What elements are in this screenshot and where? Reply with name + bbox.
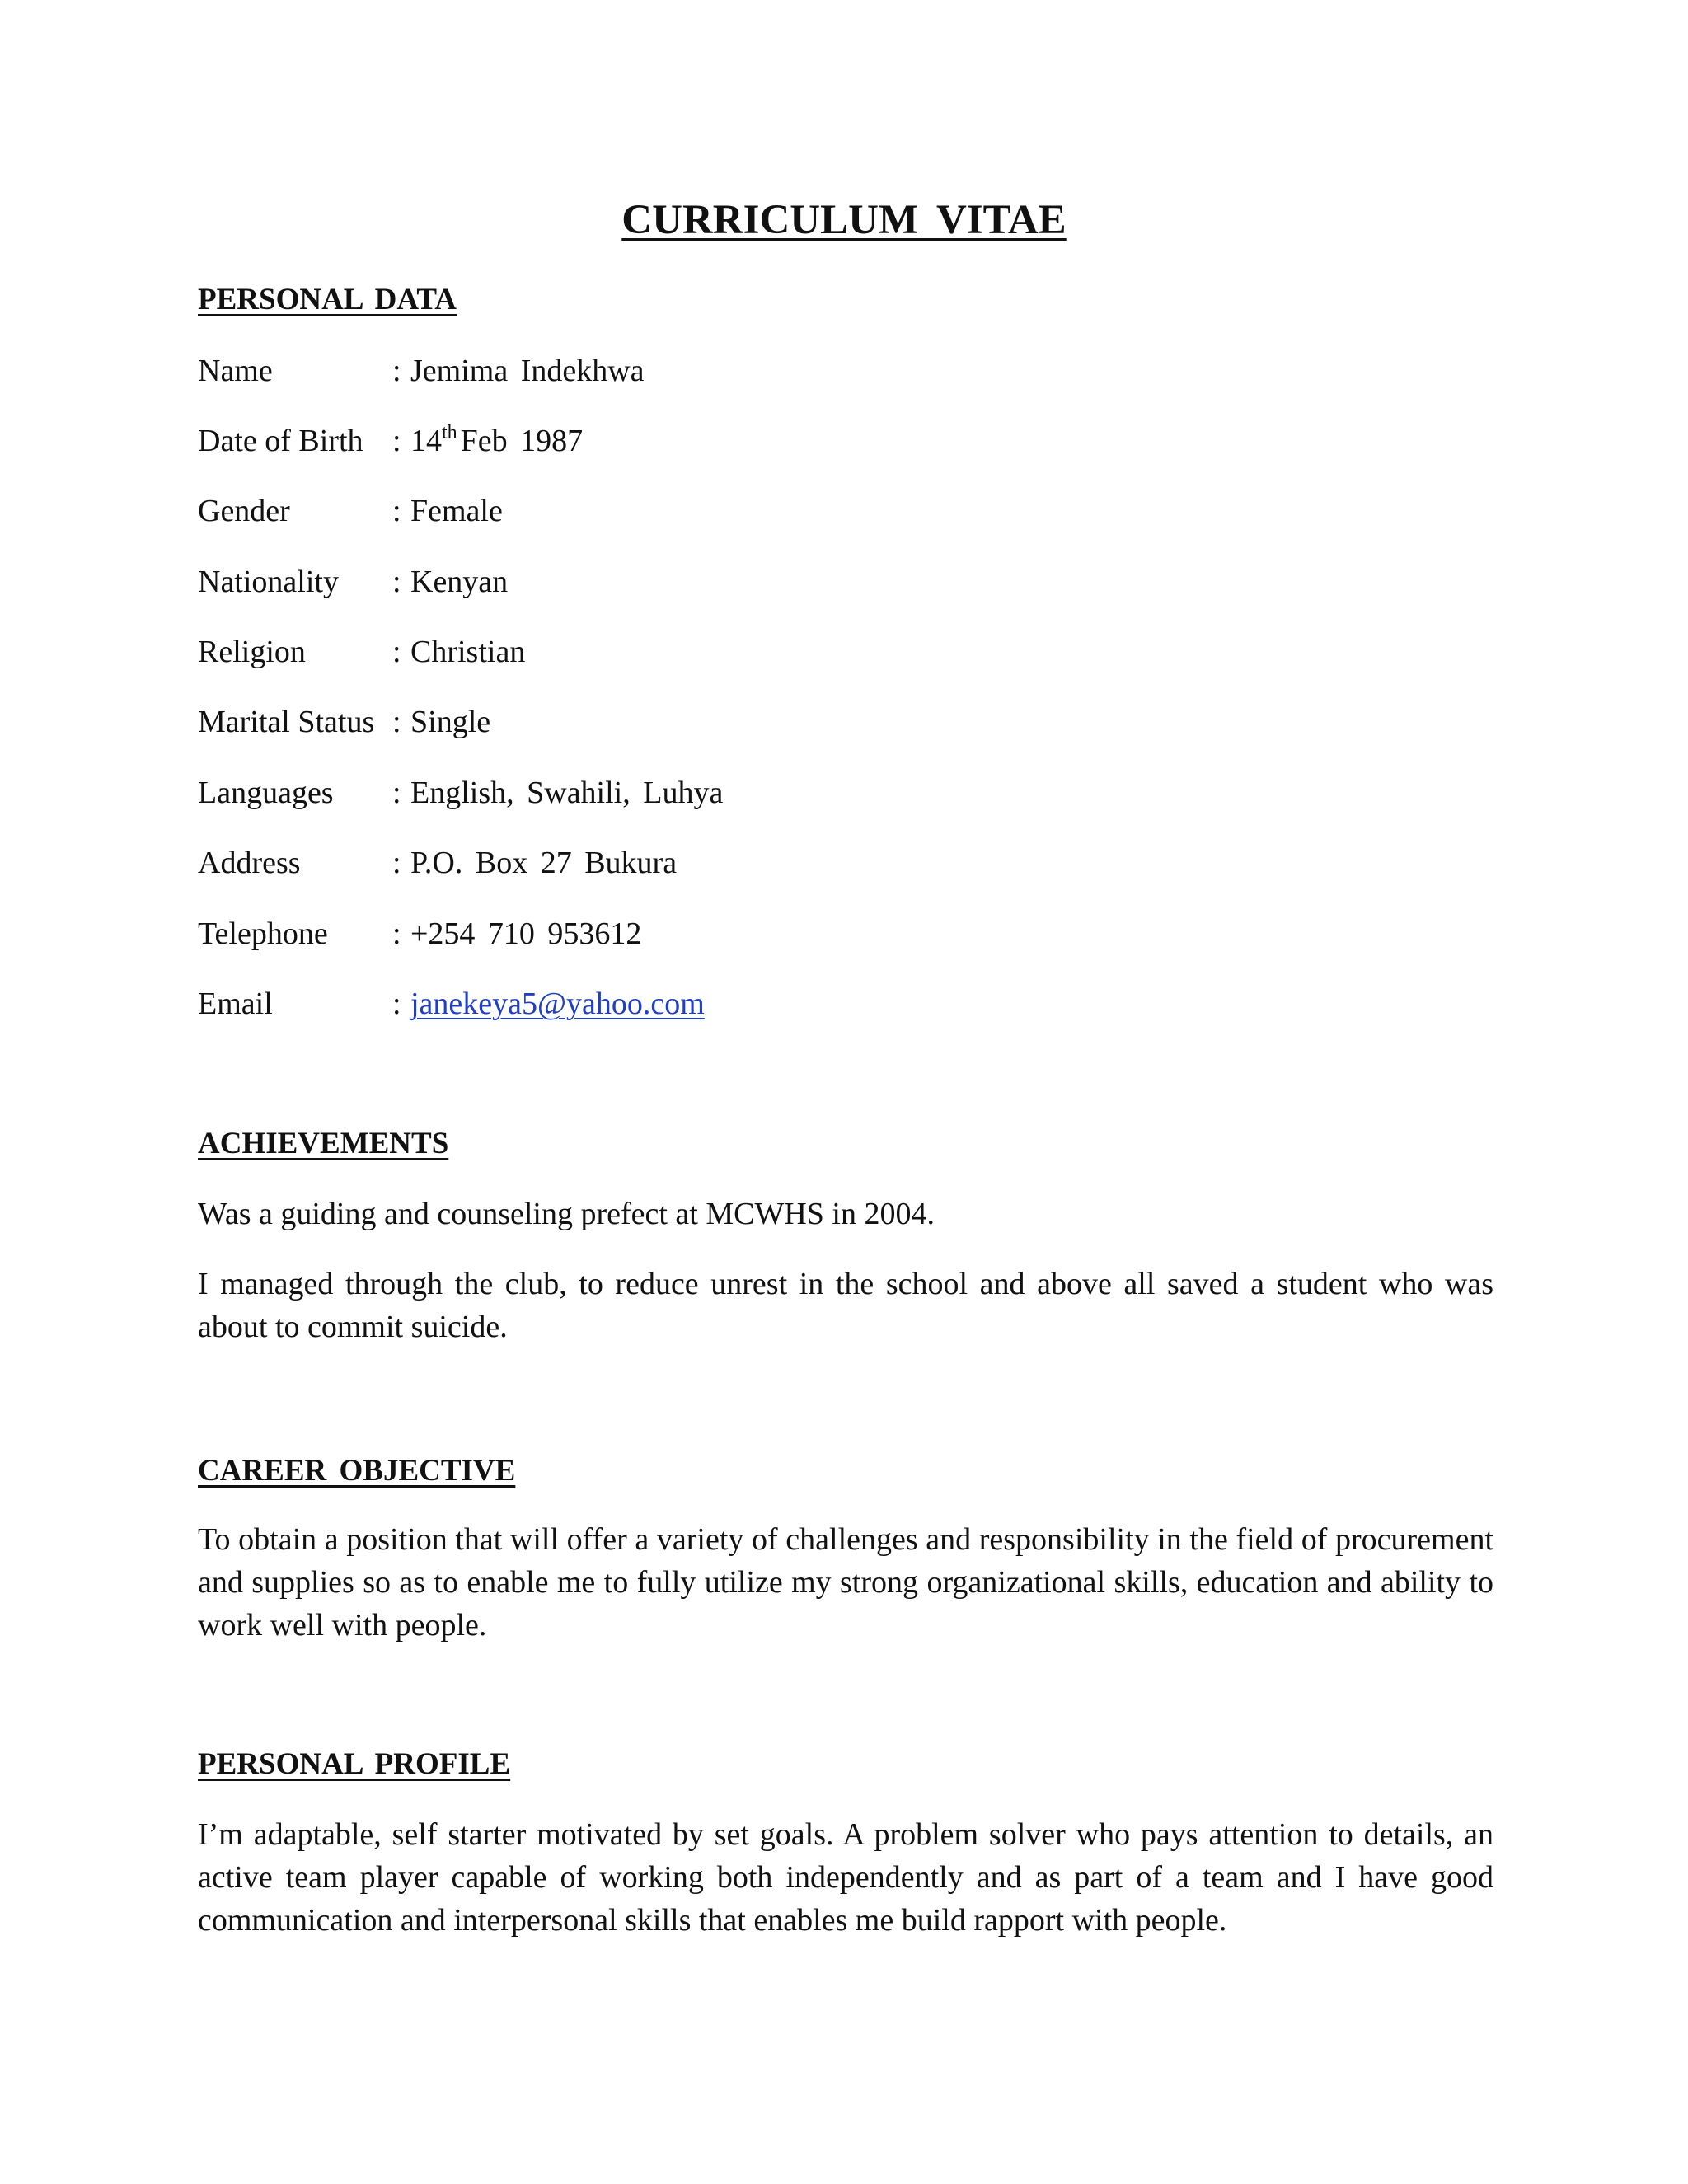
data-colon: : xyxy=(392,916,401,951)
data-value-address: P.O. Box 27 Bukura xyxy=(410,846,678,880)
achievements-heading: ACHIEVEMENTS xyxy=(198,1127,449,1160)
personal-profile-text: I’m adaptable, self starter motivated by set goals. A problem solver who pays attention to details, an active team player capable of working both independently and as part of a team and I have good communication and interpersonal skills that enables me build rapport with people. xyxy=(198,1817,1493,1938)
data-colon: : xyxy=(392,494,401,528)
data-colon: : xyxy=(392,565,401,599)
data-colon: : xyxy=(392,424,401,458)
data-value-telephone: +254 710 953612 xyxy=(410,916,642,951)
data-colon: : xyxy=(392,776,401,810)
data-value-marital-status: Single xyxy=(410,705,491,739)
career-objective-text: To obtain a position that will offer a variety of challenges and responsibility in the field of procurement and supplies so as to enable me to fully utilize my strong organizational skills, education and ability to work well with people. xyxy=(198,1522,1493,1643)
data-value-gender: Female xyxy=(410,494,503,528)
data-colon: : xyxy=(392,987,401,1021)
achievement-item: Was a guiding and counseling prefect at MCWHS in 2004. xyxy=(198,1197,935,1231)
data-label-date-of-birth: Date of Birth xyxy=(198,424,363,458)
data-label-name: Name xyxy=(198,354,273,388)
email-link[interactable]: janekeya5@yahoo.com xyxy=(410,987,705,1021)
career-objective-heading: CAREER OBJECTIVE xyxy=(198,1454,516,1488)
birth-day-suffix: th xyxy=(442,422,457,443)
data-label-marital-status: Marital Status xyxy=(198,705,375,739)
document-title-text: CURRICULUM VITAE xyxy=(621,197,1067,243)
data-value-name: Jemima Indekhwa xyxy=(410,354,645,388)
data-label-gender: Gender xyxy=(198,494,290,528)
data-colon: : xyxy=(392,705,401,739)
data-value-date-of-birth xyxy=(410,420,583,462)
achievement-item: I managed through the club, to reduce unrest in the school and above all saved a student who was about to commit suicide. xyxy=(198,1267,1493,1344)
birth-day: 14 xyxy=(410,424,442,458)
document-title xyxy=(0,191,1688,249)
data-colon: : xyxy=(392,354,401,388)
data-label-languages: Languages xyxy=(198,776,334,810)
data-label-religion: Religion xyxy=(198,635,306,669)
data-value-email xyxy=(410,983,705,1024)
birth-month-year: Feb 1987 xyxy=(460,424,584,458)
data-label-email: Email xyxy=(198,987,273,1021)
data-value-nationality: Kenyan xyxy=(410,565,509,599)
data-colon: : xyxy=(392,635,401,669)
data-colon: : xyxy=(392,846,401,880)
data-value-religion: Christian xyxy=(410,635,526,669)
data-label-address: Address xyxy=(198,846,301,880)
personal-profile-heading: PERSONAL PROFILE xyxy=(198,1747,511,1781)
data-value-languages: English, Swahili, Luhya xyxy=(410,776,724,810)
data-label-telephone: Telephone xyxy=(198,916,328,951)
data-label-nationality: Nationality xyxy=(198,565,339,599)
personal-data-heading: PERSONAL DATA xyxy=(198,283,457,316)
